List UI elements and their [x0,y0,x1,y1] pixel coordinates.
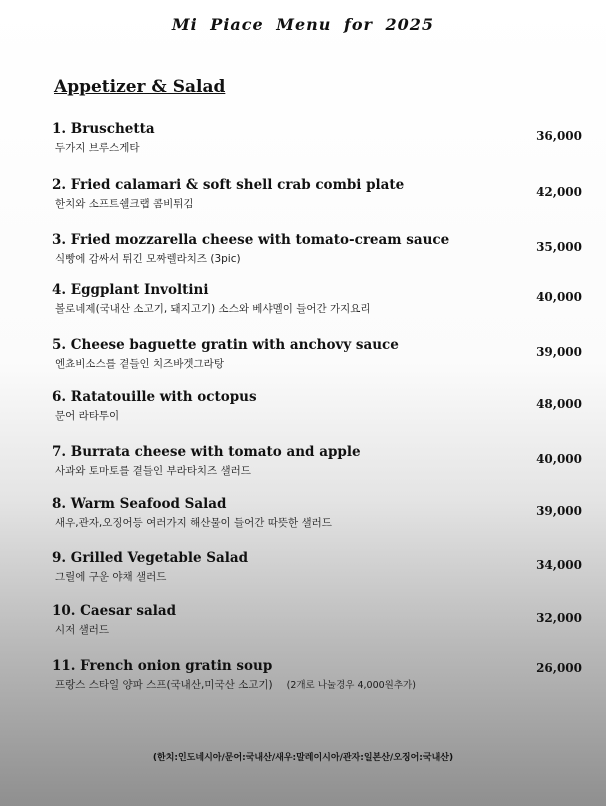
item-price: 34,000 [536,558,582,572]
item-price: 48,000 [536,397,582,411]
item-korean-description: 시저 샐러드 [55,624,110,636]
item-price: 39,000 [536,345,582,359]
item-korean-description: 사과와 토마토를 곁들인 부라타치즈 샐러드 [55,465,251,477]
item-name: 5. Cheese baguette gratin with anchovy sauce [52,337,399,353]
menu-item [52,389,592,431]
menu-item [52,282,592,324]
origin-footnote: (한치:인도네시아/문어:국내산/새우:말레이시아/관자:일본산/오징어:국내산) [152,753,454,763]
item-name: 6. Ratatouille with octopus [52,389,257,405]
item-korean-description: 새우,관자,오징어등 여러가지 해산물이 들어간 따뜻한 샐러드 [55,517,332,529]
item-name: 2. Fried calamari & soft shell crab combi plate [52,177,405,193]
item-korean-description: 한치와 소프트쉘크랩 콤비튀김 [55,198,194,210]
item-price: 26,000 [536,661,582,675]
item-korean-description: 두가지 브루스게타 [55,142,140,154]
item-korean-description: 그릴에 구운 야채 샐러드 [55,571,167,583]
item-name: 4. Eggplant Involtini [52,282,209,298]
item-name: 7. Burrata cheese with tomato and apple [52,444,361,460]
item-name: 10. Caesar salad [52,603,177,619]
item-price: 42,000 [536,185,582,199]
item-note: (2개로 나눌경우 4,000원추가) [286,680,416,691]
item-korean-description: 프랑스 스타일 양파 스프(국내산,미국산 소고기) (2개로 나눌경우 4,000원추가) [55,679,416,691]
item-price: 39,000 [536,504,582,518]
item-price: 32,000 [536,611,582,625]
item-name: 8. Warm Seafood Salad [52,496,227,512]
item-name: 11. French onion gratin soup [52,658,273,674]
item-price: 35,000 [536,240,582,254]
menu-item [52,232,592,274]
menu-item [52,444,592,486]
menu-item [52,550,592,592]
menu-item [52,496,592,538]
menu-item [52,121,592,163]
menu-item [52,603,592,645]
item-price: 36,000 [536,129,582,143]
menu-title: Mi Piace Menu for 2025 [171,15,435,34]
menu-item [52,658,592,700]
menu-item [52,337,592,379]
section-heading: Appetizer & Salad [54,77,226,97]
item-korean-description: 볼로네제(국내산 소고기, 돼지고기) 소스와 베샤멜이 들어간 가지요리 [55,303,371,315]
item-price: 40,000 [536,290,582,304]
item-name: 9. Grilled Vegetable Salad [52,550,249,566]
item-name: 3. Fried mozzarella cheese with tomato-cream sauce [52,232,450,248]
item-korean-description: 엔쵸비소스를 곁들인 치즈바겟그라탕 [55,358,224,370]
menu-item [52,177,592,219]
item-korean-description: 식빵에 감싸서 튀긴 모짜렐라치즈 (3pic) [55,253,241,265]
item-korean-description: 문어 라타투이 [55,410,120,422]
item-name: 1. Bruschetta [52,121,155,137]
item-price: 40,000 [536,452,582,466]
